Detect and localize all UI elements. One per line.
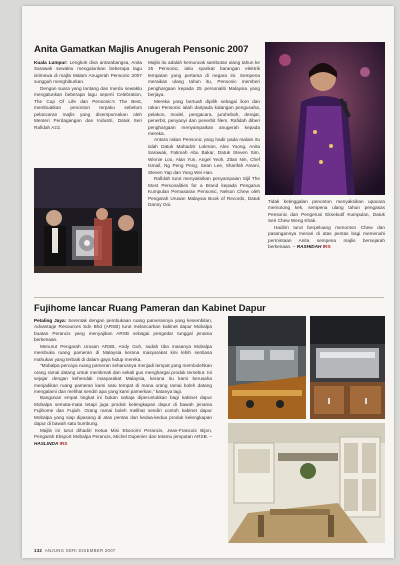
- article1-col2-para: Mereka yang bertuah dipilih sebagai ikon dan rakan Pensonic ialah daripada kalangan pengusaha, pelakon, model, pengacara, juruhebah, derajat, penerbit, penyanyi dan penerbit filem. Rafidah diberi penghargaan menyampaikan anugerah kepada mereka.: [148, 98, 260, 136]
- kitchen-photo-2: [310, 316, 385, 419]
- article1-col2: [148, 60, 260, 208]
- article2-title: Fujihome lancar Ruang Pameran dan Kabinet Dapur: [34, 302, 266, 313]
- article2-para: Bangunan empat tingkat ini bukan sahaja diperuntukkan bagi kabinet dapur Mobalpa semata-mata tetapi juga produk kelengkapan dapur di bawah jenama Fujihome dan Fujioh. Orang ramai boleh melihat sendiri contoh kabinet dapur Mobalpa yang siap dipasang di atas pentas dan kedua-kedua produk kelengkapan dapur di bawah satu bumbung.: [34, 395, 212, 427]
- kitchen-photo-3: [228, 423, 385, 543]
- article2-para: Menurut Pengarah Urusan ARSB, Andy Goh, sudah tiba masanya Mobalpa membuka ruang pameran di Malaysia kerana masyarakat kini lebih sentiasa mahukan yang terbaik di dalam gaya hidup mereka.: [34, 343, 212, 362]
- article1-title: Anita Gamatkan Majlis Anugerah Pensonic 2007: [34, 44, 249, 55]
- article1-col2-para: Antara rakan Pensonic yang hadir pada malam itu ialah Datuk Mahadzir Lokman, Alex Yoong, Anita Sarawak, Fatimah Abu Bakar, Datuk Steven Sim, Winnie Loo, Alan Yun, Angel Yeoh, Zitan Nin, Chef Ismail, Ng Peng Peng, Sean Lee, Sharifah Amani, Steven Yap dan Yang Wei Han.: [148, 137, 260, 175]
- section-divider: [34, 297, 384, 298]
- article2-body: [34, 318, 212, 447]
- article1-caption: [268, 199, 385, 251]
- article1-col1-para: Kuala Lumpur: Lengkok diva antarabangsa, Anita Sarawak sewaktu mengalunkan beberapa lagu istimewa di majlis Malam Anugerah Pensonic 2007 sungguh menghiburkan.: [34, 60, 142, 85]
- article1-col1: [34, 60, 142, 131]
- article1-col1-para: Dengan suara yang lantang dan merdu sewaktu mengalunkan beberapa lagu seperti Celebration, The Cup Of Life dan Pensonic's The Best, membuatkan penonton terpaku sebelum pelancaran majlis yang disempurnakan oleh Menteri Perdagangan dan Industri, Datuk Seri Rafidah Aziz.: [34, 85, 142, 130]
- award-photo: [34, 168, 142, 273]
- article2-para: "Mobalpa percaya ruang pameran seharusnya menjadi tempat yang membolehkan orang ramai datang untuk menikmati dan sekali gus menghargai produk tersebut. Ini sejajar dengan kehendak masyarakat Malaysia, kerana itu kami berusaha menjadikan ruang pameran kami satu tempat di mana orang ramai boleh datang mengalami dan melihat sendiri apa yang kami pamerkan," katanya lagi.: [34, 363, 212, 394]
- page-number: 132: [34, 548, 43, 553]
- magazine-page: [22, 6, 394, 558]
- kitchen-photo-1: [228, 316, 306, 419]
- article2-para: Majlis ini turut dihadiri Ketua Misi Ekonomi Perancis, Jean-Francois Bijon, Pengarah Eksport Mobalpa Perancis, Michel Dupenier dan tetamu jemputan ARSB. – HASLINDA IRS: [34, 427, 212, 446]
- caption-text: Tidak ketinggalan penonton menyaksikan upacara memotong kek, sempena ulang tahun pengasas Pensonic dan Pengerusi Eksekutif Kumpulan, Datuk Seri Chew Weng Khak.: [268, 199, 385, 224]
- article1-col2-para: Majlis itu adalah kemuncak sambutan ulang tahun ke 25 Pensonic, iaitu syarikat barangan elektrik tempatan yang pertama di negara ini. Sempena meraikan ulang tahun itu, Pensonic memberi penghargaan kepada 25 personaliti Malaysia yang berjaya.: [148, 60, 260, 98]
- singer-photo: [265, 42, 385, 195]
- page-footer: [34, 548, 116, 553]
- article1-col2-para: Rafidah turut menyaksikan penyampaian Sijil The Most Personalities for a Brand kepada Pengarus Kumpulan Pemasaran Pensonic, Nelson Chew oleh Pengarah Urusan Malaysia Book of Records, Datuk Danny Ooi.: [148, 176, 260, 207]
- caption-text-2: Hadirin turut berpeluang menonton Chew dan pasangannya menari di atas pentas bagi memenuhi permintaan Anita sempena majlis bersejarah berkenaan. – RASHIDAH IRS: [268, 224, 385, 250]
- issue-label: ANJUNG SERI DISEMBER 2007: [44, 548, 116, 553]
- article2-para: Petaling Jaya: Serentak dengan pembukaan ruang pamerannya yang kesembilan, Advantage Resources Sdn Bhd (ARSB) turut melancarkan kabinet dapur Mobalpa buatan Perancis yang menyajikan ARSB sebagai pengedar tunggal jenama berkenaan.: [34, 318, 212, 343]
